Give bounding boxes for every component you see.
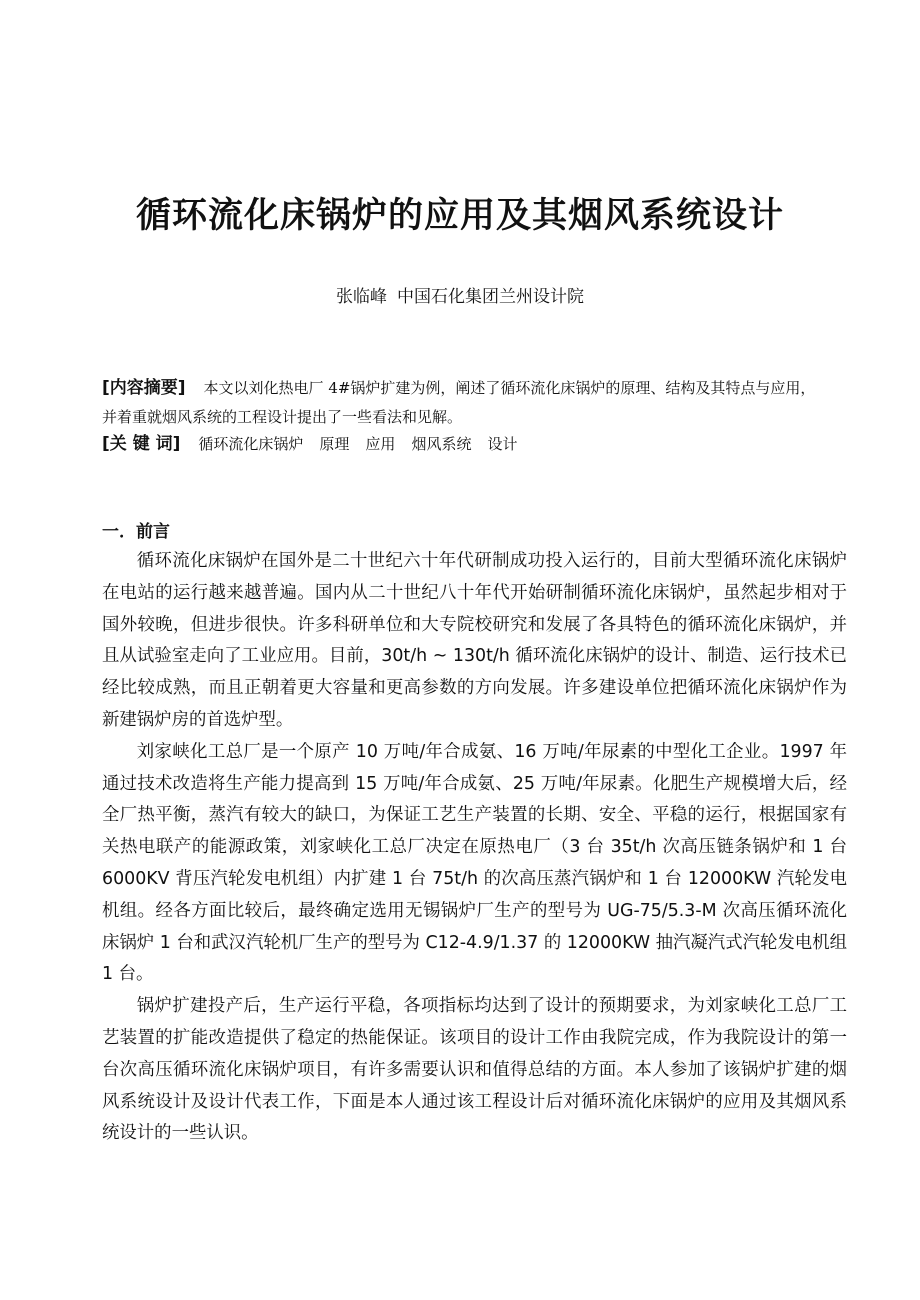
keywords-label: [关 键 词]	[102, 434, 181, 454]
section-body	[102, 546, 847, 1150]
author-name: 张临峰	[336, 287, 387, 307]
keyword-item: 设计	[487, 435, 518, 453]
document-title: 循环流化床锅炉的应用及其烟风系统设计	[135, 196, 784, 236]
abstract-label: [内容摘要]	[102, 378, 186, 398]
keyword-item: 循环流化床锅炉	[198, 435, 304, 453]
author-line	[0, 283, 920, 311]
author-affiliation: 中国石化集团兰州设计院	[397, 287, 584, 307]
keyword-item: 原理	[319, 435, 350, 453]
paragraph: 循环流化床锅炉在国外是二十世纪六十年代研制成功投入运行的，目前大型循环流化床锅炉在电站的运行越来越普遍。国内从二十世纪八十年代开始研制循环流化床锅炉，虽然起步相对于国外较晚，但进步很快。许多科研单位和大专院校研究和发展了各具特色的循环流化床锅炉，并且从试验室走向了工业应用。目前，30t/h ~ 130t/h 循环流化床锅炉的设计、制造、运行技术已经比较成熟，而且正朝着更大容量和更高参数的方向发展。许多建设单位把循环流化床锅炉作为新建锅炉房的首选炉型。	[102, 551, 847, 730]
paragraph: 刘家峡化工总厂是一个原产 10 万吨/年合成氨、16 万吨/年尿素的中型化工企业。1997 年通过技术改造将生产能力提高到 15 万吨/年合成氨、25 万吨/年尿素。化肥生产规模增大后，经全厂热平衡，蒸汽有较大的缺口，为保证工艺生产装置的长期、安全、平稳的运行，根据国家有关热电联产的能源政策，刘家峡化工总厂决定在原热电厂（3 台 35t/h 次高压链条锅炉和 1 台 6000KV 背压汽轮发电机组）内扩建 1 台 75t/h 的次高压蒸汽锅炉和 1 台 12000KW 汽轮发电机组。经各方面比较后，最终确定选用无锡锅炉厂生产的型号为 UG-75/5.3-M 次高压循环流化床锅炉 1 台和武汉汽轮机厂生产的型号为 C12-4.9/1.37 的 12000KW 抽汽凝汽式汽轮发电机组 1 台。	[102, 741, 847, 985]
abstract-text: 本文以刘化热电厂 4#锅炉扩建为例，阐述了循环流化床锅炉的原理、结构及其特点与应用，并着重就烟风系统的工程设计提出了一些看法和见解。	[102, 379, 816, 426]
section-heading: 一．前言	[102, 522, 170, 542]
abstract-block	[102, 374, 822, 432]
keyword-item: 烟风系统	[411, 435, 472, 453]
paragraph: 锅炉扩建投产后，生产运行平稳，各项指标均达到了设计的预期要求，为刘家峡化工总厂工艺装置的扩能改造提供了稳定的热能保证。该项目的设计工作由我院完成，作为我院设计的第一台次高压循环流化床锅炉项目，有许多需要认识和值得总结的方面。本人参加了该锅炉扩建的烟风系统设计及设计代表工作，下面是本人通过该工程设计后对循环流化床锅炉的应用及其烟风系统设计的一些认识。	[102, 996, 847, 1144]
keywords-block	[102, 430, 842, 459]
keyword-item: 应用	[365, 435, 396, 453]
